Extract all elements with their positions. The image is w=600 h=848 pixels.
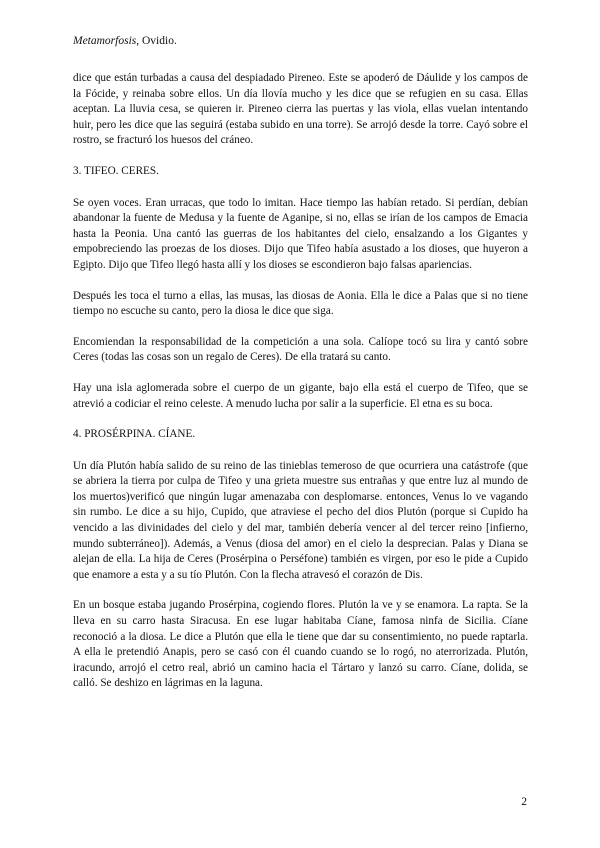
document-body [73, 71, 528, 707]
paragraph-urracas: Se oyen voces. Eran urracas, que todo lo imitan. Hace tiempo las habían retado. Si perdían, debían abandonar la fuente de Medusa y la fuente de Aganipe, si no, ellas se irían de los campos de Emacia hasta la Peonia. Una cantó las guerras de los habitantes del cielo, ensalzando a los Gigantes y empobreciendo las proezas de los dioses. Dijo que Tifeo había asustado a los dioses, que huyeron a Egipto. Dijo que Tifeo llegó hasta allí y los dioses se escondieron bajo falsas apariencias. [73, 196, 528, 271]
page-number: 2 [521, 796, 527, 808]
paragraph-isla: Hay una isla aglomerada sobre el cuerpo de un gigante, bajo ella está el cuerpo de Tifeo, que se atrevió a codiciar el reino celeste. A menudo lucha por salir a la superficie. El etna es su boca. [73, 381, 528, 410]
section-heading-proserpina-ciane: 4. PROSÉRPINA. CÍANE. [73, 428, 196, 441]
paragraph-pluton-venus: Un día Plutón había salido de su reino de las tinieblas temeroso de que ocurriera una catástrofe (que se abriera la tierra por culpa de Tifeo y una grieta muestre sus entrañas y que entre luz al mundo de los muertos)verificó que ningún lugar amenazaba con desplomarse. entonces, Venus lo ve vagando sin rumbo. Le dice a su hijo, Cupido, que atraviese el pecho del dios Plutón (porque si Cupido ha vencido a las divinidades del cielo y del mar, también debería vencer al del tercer reino [infierno, mundo subterráneo]). Además, a Venus (diosa del amor) en el cielo la desprecian. Palas y Diana se alejan de ella. La hija de Ceres (Prosérpina o Perséfone) también es virgen, por eso le pide a Cupido que enamore a esta y a su tío Plutón. Con la flecha atravesó el corazón de Dis. [73, 459, 528, 581]
document-author: , Ovidio. [136, 35, 177, 47]
running-header [73, 34, 177, 49]
document-title: Metamorfosis [73, 35, 137, 47]
section-heading-tifeo-ceres: 3. TIFEO. CERES. [73, 164, 159, 177]
paragraph-rapto: En un bosque estaba jugando Prosérpina, cogiendo flores. Plutón la ve y se enamora. La rapta. Se la lleva en su carro hasta Siracusa. En ese lugar habitaba Cíane, famosa ninfa de Sicilia. Cíane reconoció a la diosa. Le dice a Plutón que ella le tiene que dar su consentimiento, no puede raptarla. A ella le pretendió Anapis, pero se casó con él cuando cuando se lo rogó, no aterrorizada. Plutón, iracundo, arrojó el cetro real, abrió un camino hacia el Tártaro y lanzó su carro. Cíane, dolida, se calló. Se deshizo en lágrimas en la laguna. [73, 599, 528, 690]
paragraph-musas: Después les toca el turno a ellas, las musas, las diosas de Aonia. Ella le dice a Palas que si no tiene tiempo no escuche su canto, pero la diosa le dice que siga. [73, 289, 528, 318]
paragraph-caliope: Encomiendan la responsabilidad de la competición a una sola. Calíope tocó su lira y cantó sobre Ceres (todas las cosas son un regalo de Ceres). De ella tratará su canto. [73, 335, 528, 364]
paragraph-pireneo: dice que están turbadas a causa del despiadado Pireneo. Este se apoderó de Dáulide y los campos de la Fócide, y reinaba sobre ellos. Un día llovía mucho y les dice que se refugien en su casa. Ellas aceptan. La lluvia cesa, se quieren ir. Pireneo cierra las puertas y las viola, ellas vuelan intentando huir, pero les dice que las seguirá (estaba subido en una torre). Se arrojó desde la torre. Cayó sobre el rostro, se fracturó los huesos del cráneo. [73, 72, 528, 147]
